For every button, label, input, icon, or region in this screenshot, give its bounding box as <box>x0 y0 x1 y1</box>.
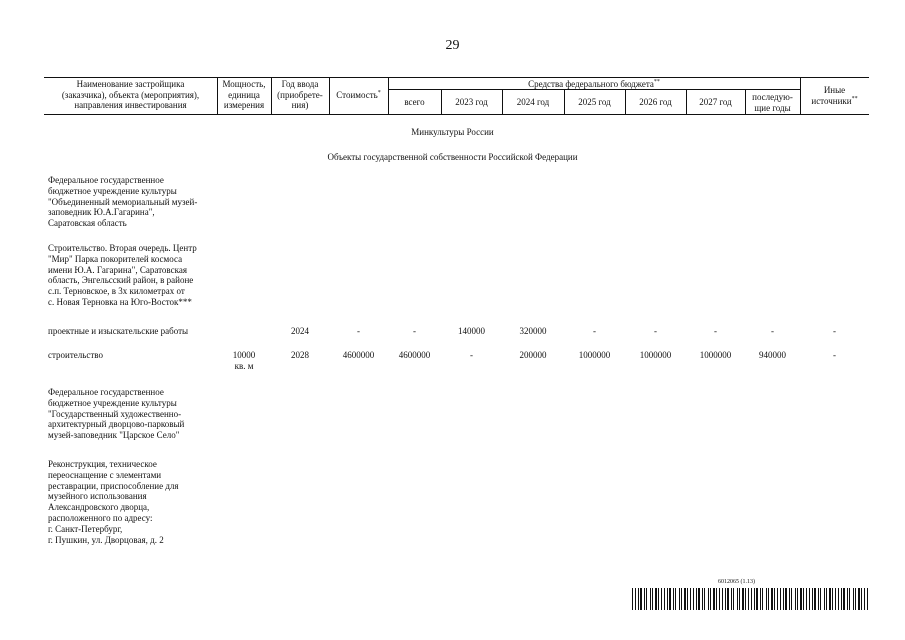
document-code: 6012065 (1.13) <box>718 579 755 585</box>
cell-2025: - <box>593 326 596 336</box>
barcode-bar <box>843 588 845 610</box>
organization-1: Федеральное государственное бюджетное учреждение культуры "Объединенный мемориальный музей- заповедник Ю.А.Гагарина", Саратовская область <box>48 175 198 229</box>
barcode-bar <box>713 588 715 610</box>
barcode-bar <box>800 588 802 610</box>
barcode-bar <box>820 588 821 610</box>
barcode-bar <box>742 588 744 610</box>
footnote-mark: ** <box>851 95 858 102</box>
barcode-bar <box>774 588 775 610</box>
barcode-bar <box>716 588 717 610</box>
cell-other: - <box>833 326 836 336</box>
barcode-bar <box>681 588 682 610</box>
header-cost: Стоимость* <box>336 90 381 100</box>
footnote-mark: ** <box>653 79 660 85</box>
barcode-bar <box>696 588 697 610</box>
header-year: Год ввода (приобрете- ния) <box>277 79 323 110</box>
barcode-bar <box>789 588 790 610</box>
header-2024: 2024 год <box>516 97 550 107</box>
barcode-bar <box>849 588 850 610</box>
cell-total: 4600000 <box>398 350 431 360</box>
page-number: 29 <box>445 38 460 53</box>
header-later-years: последую- щие годы <box>752 92 793 113</box>
header-2025: 2025 год <box>578 97 611 107</box>
barcode-bar <box>861 588 862 610</box>
cell-capacity: 10000 кв. м <box>232 350 256 371</box>
barcode-bar <box>748 588 749 610</box>
barcode-bar <box>780 588 781 610</box>
barcode-bar <box>644 588 645 610</box>
barcode-bar <box>867 588 868 610</box>
barcode-bar <box>841 588 842 610</box>
cell-cost: - <box>357 326 360 336</box>
barcode-bar <box>698 588 700 610</box>
barcode-bar <box>756 588 758 610</box>
barcode-bar <box>795 588 796 610</box>
cell-2027: - <box>714 326 717 336</box>
header-name: Наименование застройщика (заказчика), объекта (мероприятия), направления инвестирования <box>61 79 200 110</box>
barcode-bar <box>754 588 755 610</box>
barcode-bar <box>824 588 825 610</box>
barcode-bar <box>658 588 659 610</box>
barcode-bar <box>809 588 810 610</box>
barcode-bar <box>664 588 665 610</box>
barcode-bar <box>704 588 705 610</box>
barcode-bar <box>646 588 647 610</box>
barcode-bar <box>855 588 856 610</box>
barcode-bar <box>832 588 833 610</box>
cell-cost: 4600000 <box>342 350 375 360</box>
project-1-description: Строительство. Вторая очередь. Центр "Мир" Парка покорителей космоса имени Ю.А. Гагарина", Саратовская область, Энгельсский район, в районе с.п. Терновское, в 3х километрах от с. Новая Терновка на Юго-Восток*** <box>48 243 197 307</box>
barcode-bar <box>803 588 804 610</box>
barcode-bar <box>675 588 676 610</box>
barcode-bar <box>818 588 819 610</box>
barcode-bar <box>853 588 854 610</box>
barcode-bar <box>690 588 691 610</box>
barcode-bar <box>727 588 729 610</box>
barcode-bar <box>733 588 734 610</box>
cell-2026: 1000000 <box>639 350 672 360</box>
cell-2026: - <box>654 326 657 336</box>
table-top-rule <box>44 77 869 78</box>
header-2026: 2026 год <box>639 97 672 107</box>
header-federal-budget: Средства федерального бюджета** <box>528 79 660 89</box>
barcode-bar <box>760 588 761 610</box>
barcode-bar <box>673 588 674 610</box>
barcode-bar <box>838 588 839 610</box>
barcode-bar <box>814 588 816 610</box>
barcode-bar <box>650 588 651 610</box>
header-capacity: Мощность, единица измерения <box>222 79 266 110</box>
barcode-bar <box>745 588 746 610</box>
organization-2: Федеральное государственное бюджетное учреждение культуры "Государственный художественно- архитектурный дворцово-парковый музей-заповедник "Царское Село" <box>48 387 185 441</box>
barcode-bar <box>762 588 763 610</box>
barcode-bar <box>652 588 653 610</box>
barcode-bar <box>669 588 671 610</box>
barcode-bar <box>783 588 784 610</box>
cell-year: 2024 <box>291 326 309 336</box>
table-header-bottom-rule <box>44 114 869 115</box>
barcode-bar <box>777 588 778 610</box>
barcode-bar <box>684 588 686 610</box>
cell-2025: 1000000 <box>578 350 611 360</box>
cell-2023: 140000 <box>458 326 485 336</box>
barcode-bar <box>826 588 827 610</box>
barcode-bar <box>667 588 668 610</box>
barcode-bar <box>632 588 633 610</box>
barcode-bar <box>687 588 688 610</box>
cell-2024: 320000 <box>519 326 547 336</box>
footnote-mark: * <box>377 90 381 96</box>
row-label: строительство <box>48 350 103 360</box>
barcode-bar <box>806 588 807 610</box>
barcode-bar <box>768 588 769 610</box>
barcode-bar <box>731 588 732 610</box>
barcode-bar <box>725 588 726 610</box>
barcode-bar <box>864 588 865 610</box>
cell-2027: 1000000 <box>699 350 732 360</box>
barcode-bar <box>702 588 703 610</box>
barcode-bar <box>858 588 860 610</box>
barcode-bar <box>661 588 662 610</box>
cell-2024: 200000 <box>519 350 547 360</box>
barcode-bar <box>693 588 694 610</box>
header-other-sources: Иные источники** <box>811 85 858 106</box>
barcode-bar <box>771 588 773 610</box>
barcode-bar <box>847 588 848 610</box>
ministry-title: Минкультуры России <box>411 127 494 137</box>
barcode-bar <box>797 588 798 610</box>
cell-2023: - <box>470 350 473 360</box>
header-total: всего <box>404 97 425 107</box>
barcode-bar <box>679 588 680 610</box>
barcode-bar <box>708 588 709 610</box>
barcode-bar <box>785 588 787 610</box>
barcode-bar <box>722 588 723 610</box>
cell-total: - <box>413 326 416 336</box>
barcode-bar <box>719 588 720 610</box>
barcode-bar <box>640 588 642 610</box>
cell-later: 940000 <box>759 350 786 360</box>
barcode-bar <box>812 588 813 610</box>
header-2027: 2027 год <box>699 97 732 107</box>
barcode-bar <box>737 588 738 610</box>
barcode-bar <box>751 588 752 610</box>
project-2-description: Реконструкция, техническое переоснащение с элементами реставрации, приспособление для музейного использования Александровского дворца, расположенного по адресу: г. Санкт-Петербург, г. Пушкин, ул. Дворцовая, д. 2 <box>48 459 179 545</box>
barcode-bar <box>635 588 636 610</box>
barcode-bar <box>638 588 639 610</box>
barcode-bar <box>829 588 831 610</box>
barcode-bar <box>766 588 767 610</box>
barcode-bar <box>710 588 711 610</box>
barcode-bar <box>835 588 836 610</box>
header-2023: 2023 год <box>455 97 488 107</box>
cell-other: - <box>833 350 836 360</box>
row-label: проектные и изыскательские работы <box>48 326 189 336</box>
barcode-bar <box>791 588 792 610</box>
ownership-title: Объекты государственной собственности Российской Федерации <box>327 152 578 162</box>
barcode-bar <box>739 588 740 610</box>
cell-year: 2028 <box>291 350 309 360</box>
barcode-icon <box>632 588 870 610</box>
barcode-bar <box>655 588 657 610</box>
cell-later: - <box>771 326 774 336</box>
